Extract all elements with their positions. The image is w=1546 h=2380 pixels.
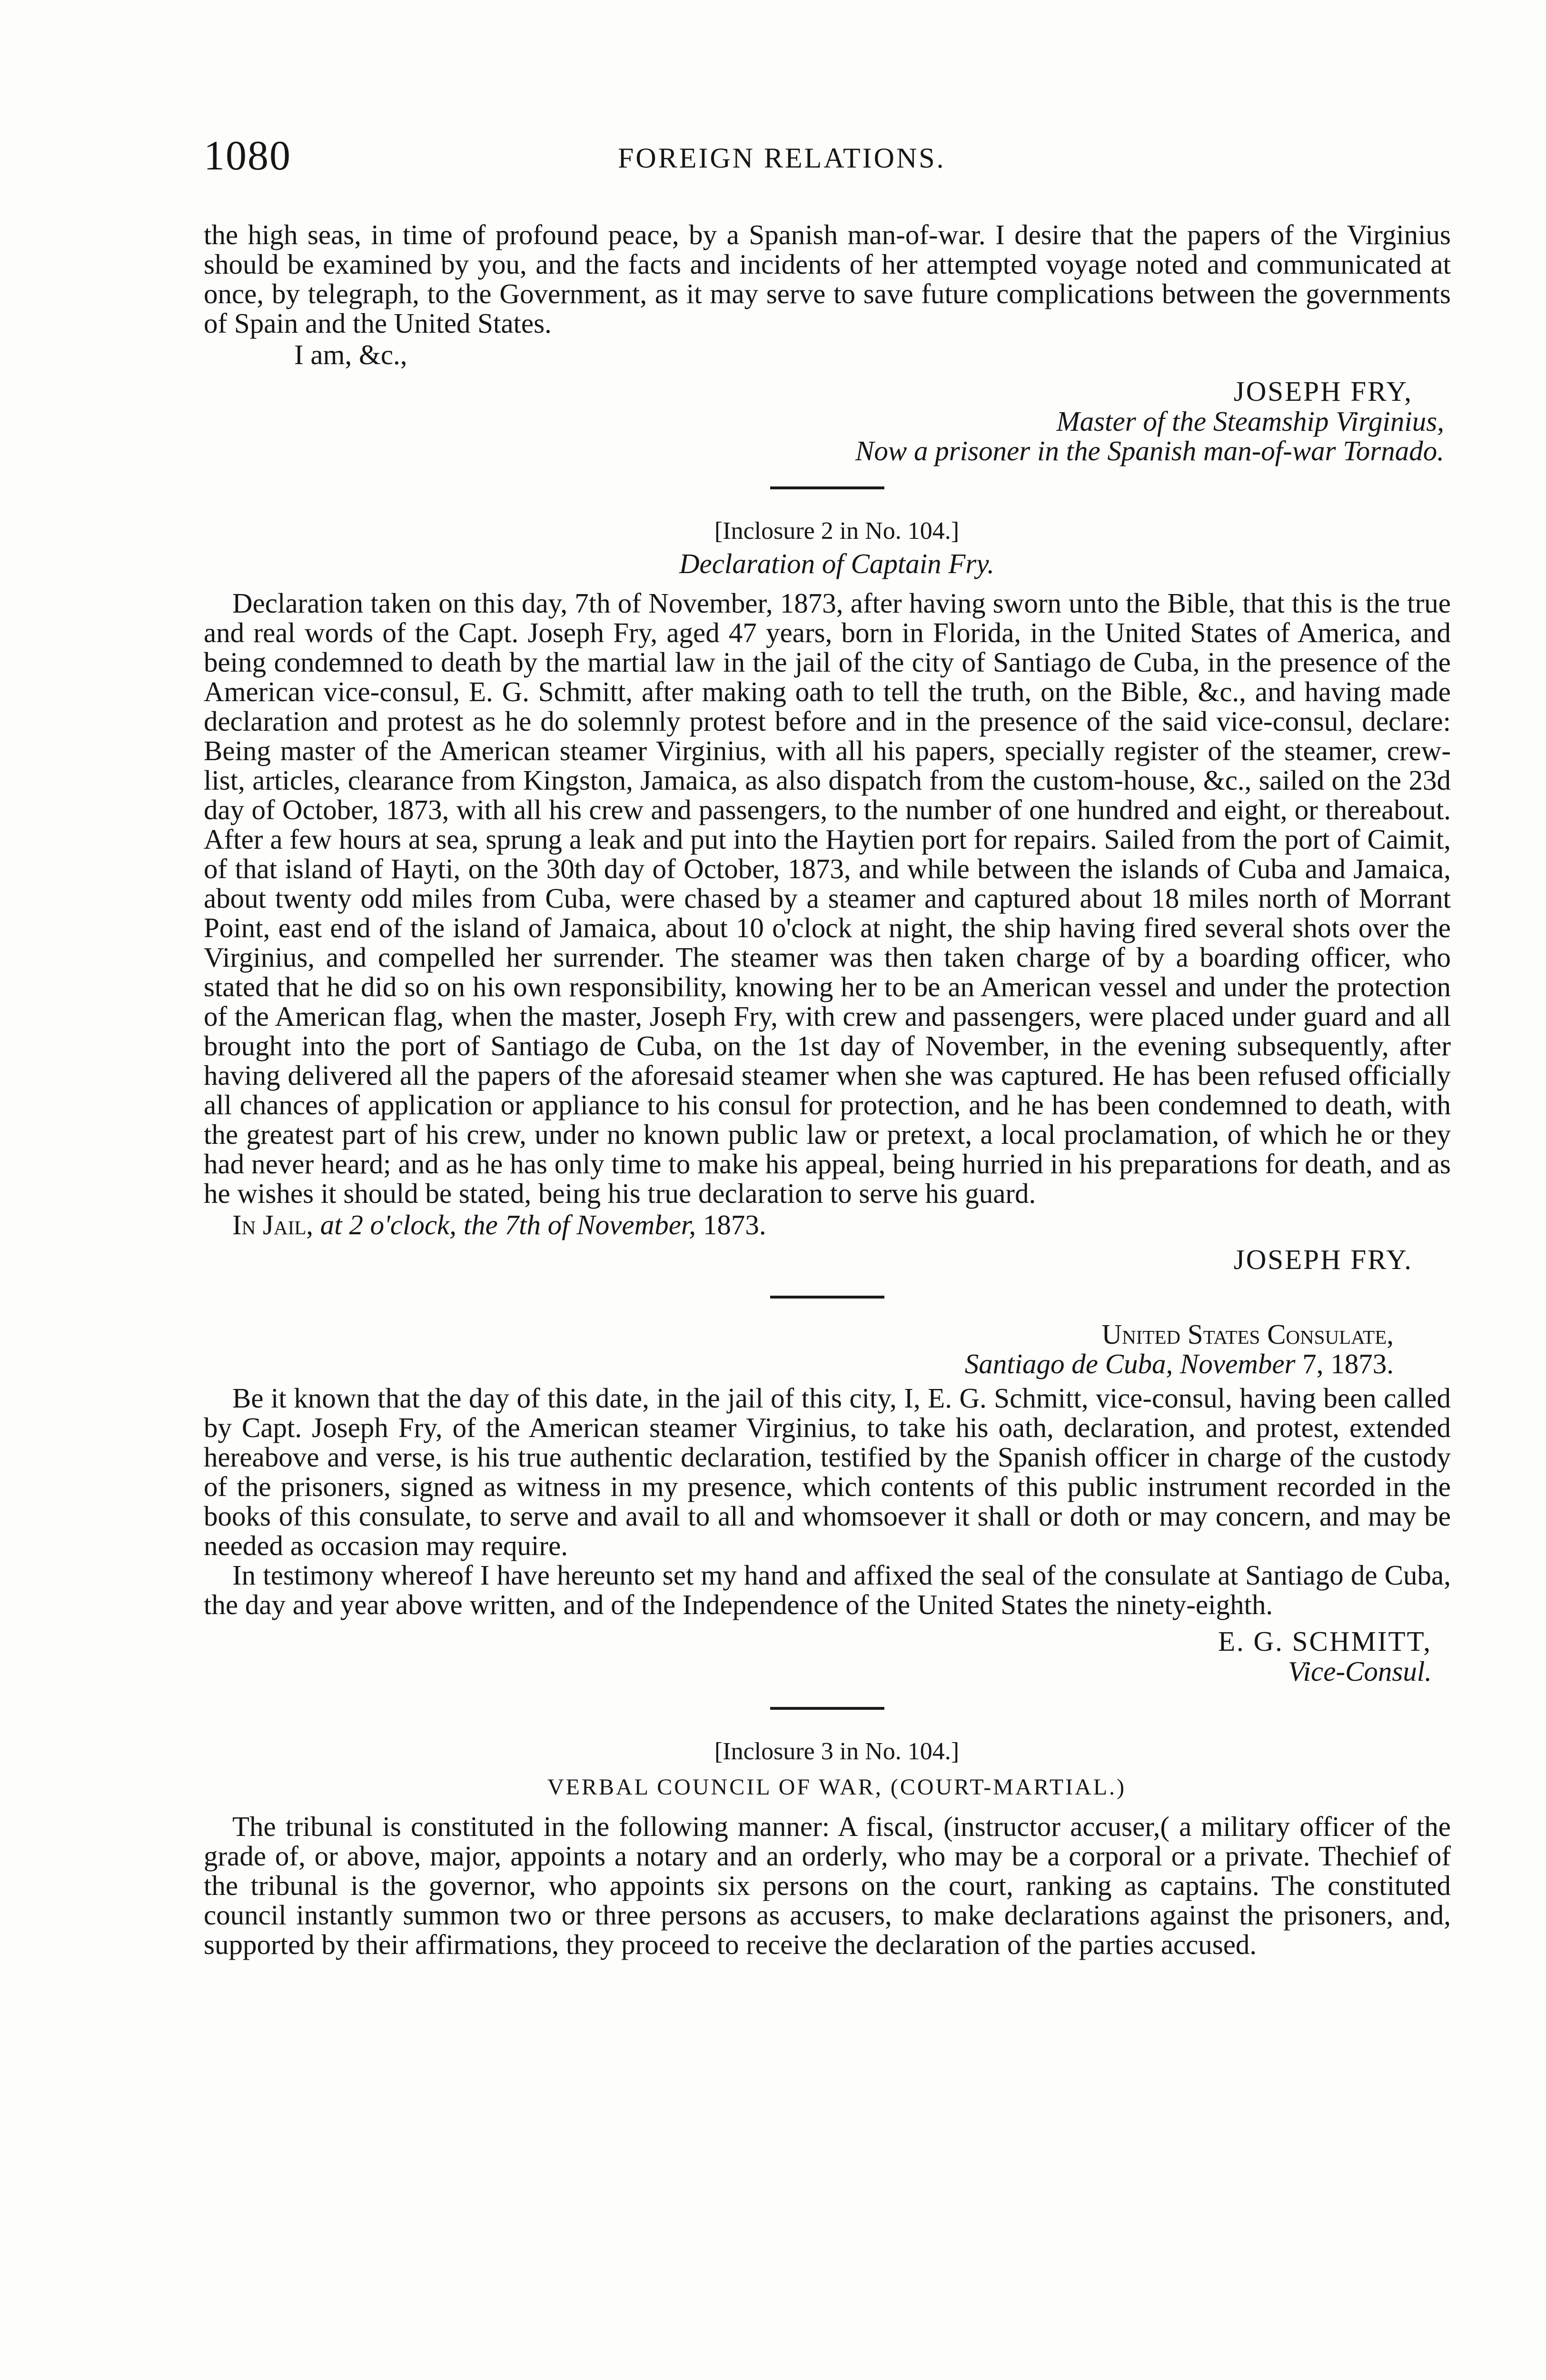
inclosure-2-title: Declaration of Captain Fry. [679,548,995,579]
section-divider [770,486,884,489]
declaration-year: 1873. [696,1209,766,1240]
consulate-signature: E. G. SCHMITT, [1218,1626,1432,1657]
consulate-signature-title: Vice-Consul. [1288,1656,1432,1687]
consulate-place-date [204,1349,1451,1378]
declaration-place-date [204,1210,1451,1240]
declaration-paragraph: Declaration taken on this day, 7th of November, 1873, after having sworn unto the Bible, that this is the true and real words of the Capt. Joseph Fry, aged 47 years, born in Florida, in the United States of America, and being condemned to death by the martial law in the jail of the city of Santiago de Cuba, in the presence of the American vice-consul, E. G. Schmitt, after making oath to tell the truth, on the Bible, &c., and having made declaration and protest as he do solemnly protest before and in the presence of the said vice-consul, declare: Being master of the American steamer Virginius, with all his papers, specially register of the steamer, crew-list, articles, clearance from Kingston, Jamaica, as also dispatch from the custom-house, &c., sailed on the 23d day of October, 1873, with all his crew and passengers, to the number of one hundred and eight, or thereabout. After a few hours at sea, sprung a leak and put into the Haytien port for repairs. Sailed from the port of Caimit, of that island of Hayti, on the 30th day of October, 1873, and while between the islands of Cuba and Jamaica, about twenty odd miles from Cuba, were chased by a steamer and captured about 18 miles north of Morrant Point, east end of the island of Jamaica, about 10 o'clock at night, the ship having fired several shots over the Virginius, and compelled her surrender. The steamer was then taken charge of by a boarding officer, who stated that he did so on his own responsibility, knowing her to be an American vessel and under the protection of the American flag, when the master, Joseph Fry, with crew and passengers, were placed under guard and all brought into the port of Santiago de Cuba, on the 1st day of November, in the evening subsequently, after having delivered all the papers of the aforesaid steamer when she was captured. He has been refused officially all chances of application or appliance to his consul for protection, and he has been condemned to death, with the greatest part of his crew, under no known public law or pretext, a local proclamation, of which he or they had never heard; and as he has only time to make his appeal, being hurried in his preparations for death, and as he wishes it should be stated, being his true declaration to serve his guard. [204,587,1451,1209]
inclosure-2-label: [Inclosure 2 in No. 104.] [714,517,960,545]
page-number: 1080 [204,133,291,179]
inclosure-3-title: VERBAL COUNCIL OF WAR, (COURT-MARTIAL.) [547,1775,1127,1800]
inclosure-3-label: [Inclosure 3 in No. 104.] [714,1738,960,1765]
consulate-paragraph-2: In testimony whereof I have hereunto set my hand and affixed the seal of the consulate at Santiago de Cuba, the day and year above written, and of the Independence of the United States the ninety-eighth. [204,1559,1451,1620]
letter-signature-title-1: Master of the Steamship Virginius, [1056,406,1444,437]
section-divider [770,1296,884,1299]
declaration-place-caps: In Jail, [232,1209,314,1240]
page-body [204,220,1451,1959]
declaration-signature: JOSEPH FRY. [1233,1244,1413,1275]
letter-signature-title-2: Now a prisoner in the Spanish man-of-war Tornado. [855,435,1444,466]
consulate-date: 7, 1873. [1295,1348,1394,1379]
running-head: FOREIGN RELATIONS. [618,142,946,174]
page-header [204,132,1451,185]
letter-paragraph: the high seas, in time of profound peace, by a Spanish man-of-war. I desire that the papers of the Virginius should be examined by you, and the facts and incidents of her attempted voyage noted and communicated at once, by telegraph, to the Government, as it may serve to save future complications between the governments of Spain and the United States. [204,219,1451,339]
letter-closing: I am, &c., [294,339,407,370]
consulate-heading: United States Consulate, [1101,1319,1394,1350]
declaration-place-rest: at 2 o'clock, the 7th of November, [313,1209,696,1240]
consulate-paragraph-1: Be it known that the day of this date, in the jail of this city, I, E. G. Schmitt, vice-consul, having been called by Capt. Joseph Fry, of the American steamer Virginius, to take his oath, declaration, and protest, extended hereabove and verse, is his true authentic declaration, testified by the Spanish officer in charge of the custody of the prisoners, signed as witness in my presence, which contents of this public instrument recorded in the books of this consulate, to serve and avail to all and whomsoever it shall or doth or may concern, and may be needed as occasion may require. [204,1382,1451,1561]
letter-signature: JOSEPH FRY, [1233,376,1413,407]
consulate-place: Santiago de Cuba, November [964,1348,1296,1379]
tribunal-paragraph: The tribunal is constituted in the following manner: A fiscal, (instructor accuser,( a military officer of the grade of, or above, major, appoints a notary and an orderly, who may be a corporal or a private. Thechief of the tribunal is the governor, who appoints six persons on the court, ranking as captains. The constituted council instantly summon two or three persons as accusers, to make declarations against the prisoners, and, supported by their affirmations, they proceed to receive the declaration of the parties accused. [204,1811,1451,1960]
section-divider [770,1707,884,1710]
